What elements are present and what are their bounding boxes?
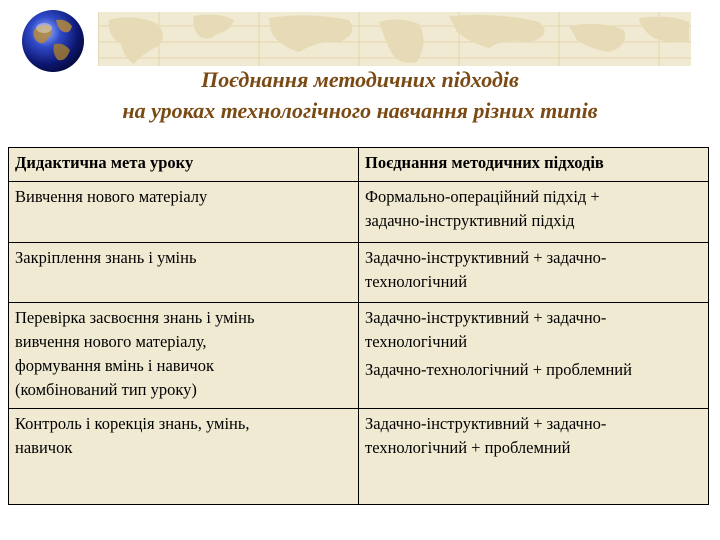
table-row <box>9 181 709 242</box>
table-row <box>9 303 709 409</box>
cell-text: Задачно-інструктивний + задачно- <box>365 308 607 328</box>
table-header-row <box>9 148 709 182</box>
cell-text: технологічний <box>365 332 468 352</box>
cell-text: навичок <box>15 438 73 458</box>
goal-cell <box>9 303 359 409</box>
methods-table <box>8 147 709 505</box>
cell-text: Задачно-технологічний + проблемний <box>365 360 632 380</box>
approach-cell <box>359 303 709 409</box>
cell-text: Задачно-інструктивний + задачно- <box>365 414 607 434</box>
table-row <box>9 242 709 303</box>
world-map-banner <box>98 12 691 66</box>
approach-cell <box>359 181 709 242</box>
cell-text: Закріплення знань і умінь <box>15 247 197 267</box>
cell-text: Вивчення нового матеріалу <box>15 186 208 206</box>
cell-text: Контроль і корекція знань, умінь, <box>15 414 250 434</box>
cell-text: Формально-операційний підхід + <box>365 186 600 206</box>
goal-cell <box>9 181 359 242</box>
cell-text: технологічний + проблемний <box>365 438 571 458</box>
approach-cell <box>359 242 709 303</box>
approach-cell <box>359 409 709 505</box>
header-goal: Дидактична мета уроку <box>9 148 359 182</box>
cell-text: формування вмінь і навичок <box>15 356 214 376</box>
table-row <box>9 409 709 505</box>
title-line-2: на уроках технологічного навчання різних типів <box>122 98 598 123</box>
header-approach: Поєднання методичних підходів <box>359 148 709 182</box>
cell-text: вивчення нового матеріалу, <box>15 332 207 352</box>
cell-text: Перевірка засвоєння знань і умінь <box>15 308 255 328</box>
slide-title <box>0 64 720 126</box>
cell-text: Задачно-інструктивний + задачно- <box>365 247 607 267</box>
cell-text: (комбінований тип уроку) <box>15 380 197 400</box>
cell-text: технологічний <box>365 271 468 291</box>
cell-text: задачно-інструктивний підхід <box>365 210 575 230</box>
title-line-1: Поєднання методичних підходів <box>201 67 519 92</box>
goal-cell <box>9 409 359 505</box>
goal-cell <box>9 242 359 303</box>
